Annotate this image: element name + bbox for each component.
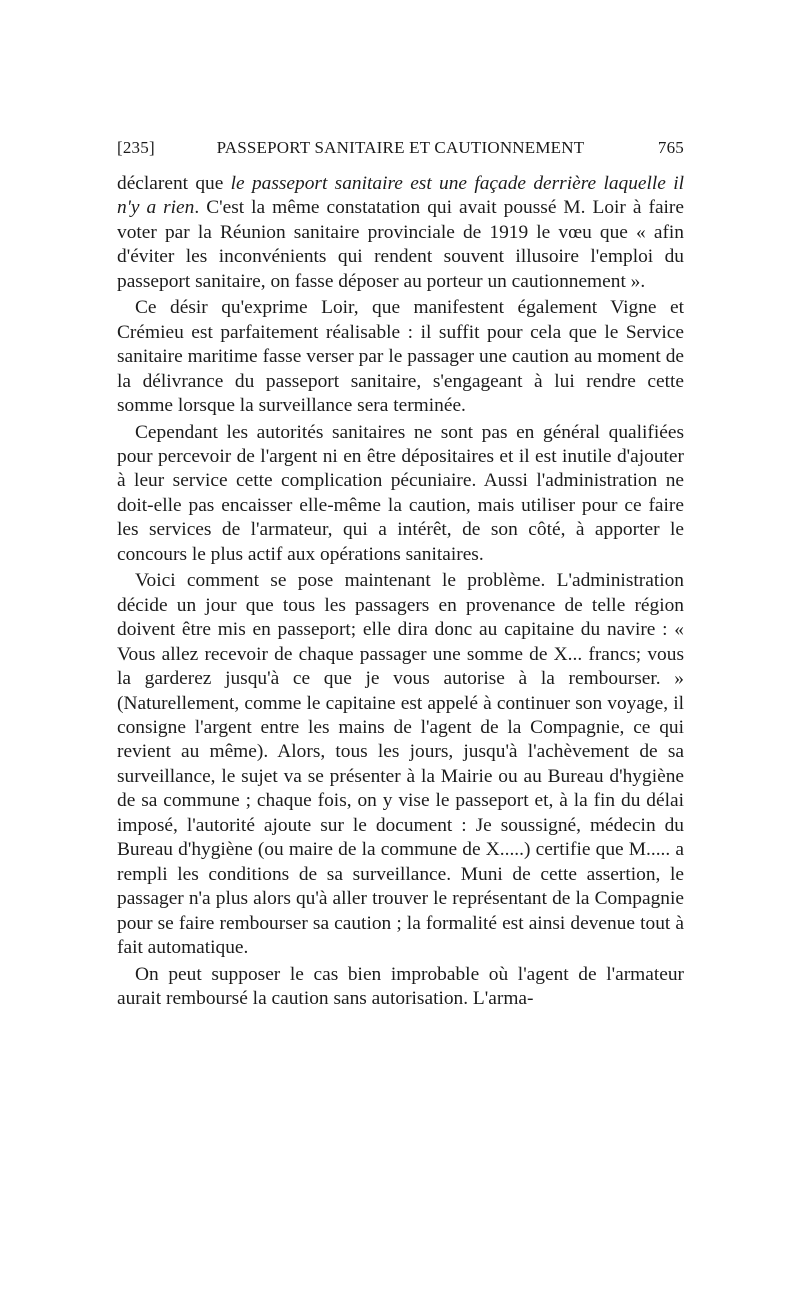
paragraph-1-rest: . C'est la même constatation qui avait poussé M. Loir à faire voter par la Réunion sanitaire provinciale de 1919 le vœu que « afin d'éviter les inconvénients qui rendent souvent illusoire l'emploi du passeport sanitaire, on fasse déposer au porteur un cautionnement ». bbox=[117, 197, 684, 292]
running-header bbox=[117, 138, 684, 162]
paragraph-4: Voici comment se pose maintenant le problème. L'administration décide un jour que tous les passagers en provenance de telle région doivent être mis en passeport; elle dira donc au capitaine du navire : « Vous allez recevoir de chaque passager une somme de X... francs; vous la garderez jusqu'à ce que je vous autorise à la rembourser. » (Naturellement, comme le capitaine est appelé à continuer son voyage, il consigne l'argent entre les mains de l'agent de la Compagnie, ce qui revient au même). Alors, tous les jours, jusqu'à l'achèvement de sa surveillance, le sujet va se présenter à la Mairie ou au Bureau d'hygiène de sa commune ; chaque fois, on y vise le passeport et, à la fin du délai imposé, l'autorité ajoute sur le document : Je soussigné, médecin du Bureau d'hygiène (ou maire de la commune de X.....) certifie que M..... a rempli les conditions de sa surveillance. Muni de cette assertion, le passager n'a plus alors qu'à aller trouver le représentant de la Compagnie pour se faire rembourser sa caution ; la formalité est ainsi devenue tout à fait automatique. bbox=[117, 570, 684, 959]
page-number: 765 bbox=[657, 138, 684, 157]
paragraph-5: On peut supposer le cas bien improbable où l'agent de l'armateur aurait remboursé la caution sans autorisation. L'arma- bbox=[117, 963, 684, 1009]
paragraph-1-lead: déclarent que bbox=[117, 173, 231, 194]
paragraph-1 bbox=[117, 172, 684, 294]
paragraph-1-quote: le passeport sanitaire est une façade derrière laquelle il n'y a rien bbox=[117, 173, 684, 219]
page-reference: [235] bbox=[117, 138, 155, 157]
body-text bbox=[117, 172, 684, 1013]
paragraph-3: Cependant les autorités sanitaires ne sont pas en général qualifiées pour percevoir de l'argent ni en être dépositaires et il est inutile d'ajouter à leur service cette complication pécuniaire. Aussi l'administration ne doit-elle pas encaisser elle-même la caution, mais utiliser pour ce faire les services de l'armateur, qui a intérêt, de son côté, à apporter le concours le plus actif aux opérations sanitaires. bbox=[117, 421, 684, 565]
running-title: PASSEPORT SANITAIRE ET CAUTIONNEMENT bbox=[216, 138, 585, 157]
paragraph-2: Ce désir qu'exprime Loir, que manifestent également Vigne et Crémieu est parfaitement réalisable : il suffit pour cela que le Service sanitaire maritime fasse verser par le passager une caution au moment de la délivrance du passeport sanitaire, s'engageant à lui rendre cette somme lorsque la surveillance sera terminée. bbox=[117, 297, 684, 417]
